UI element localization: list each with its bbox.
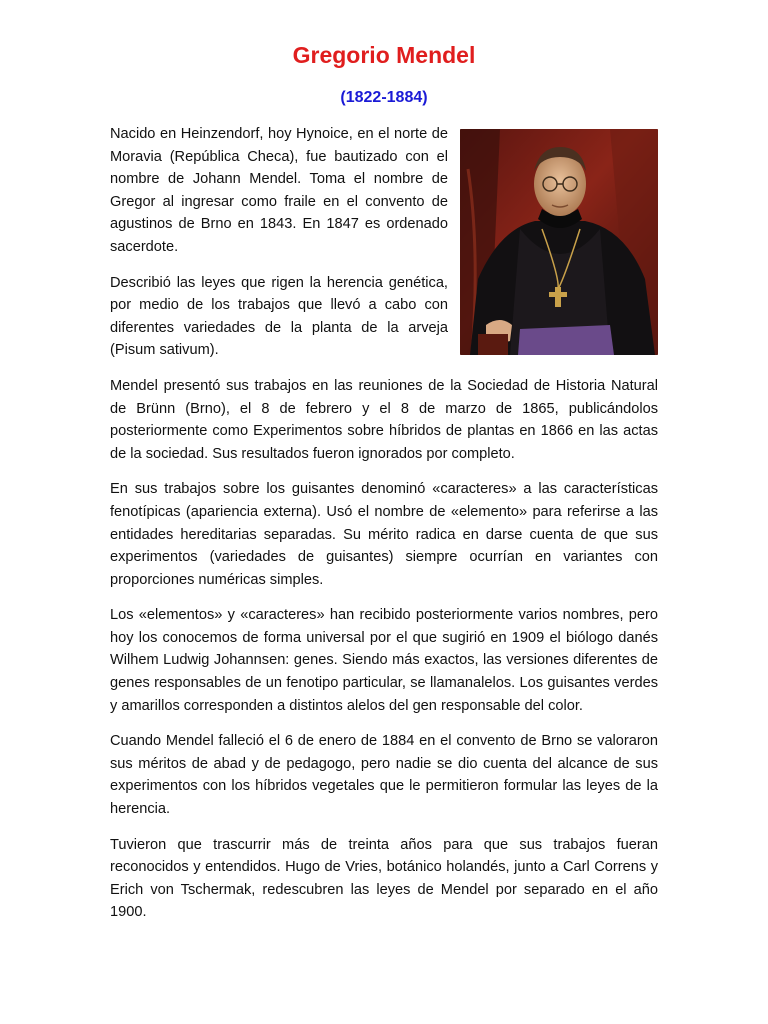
paragraph-6: Cuando Mendel falleció el 6 de enero de 1884 en el convento de Brno se valoraron sus méritos de abad y de pedagogo, pero nadie se dio cuenta del alcance de sus experimentos con los híbridos vegetales que le permitieron formular las leyes de la herencia. (110, 733, 658, 818)
page-title: Gregorio Mendel (292, 42, 476, 68)
portrait-image (460, 129, 658, 355)
paragraph-1: Nacido en Heinzendorf, hoy Hynoice, en el norte de Moravia (República Checa), fue bautizado con el nombre de Johann Mendel. Toma el nombre de Gregor al ingresar como fraile en el convento de agustinos de Brno en 1843. En 1847 es ordenado sacerdote. (110, 126, 448, 255)
paragraph-3: Mendel presentó sus trabajos en las reuniones de la Sociedad de Historia Natural de Brünn (Brno), el 8 de febrero y el 8 de marzo de 1865, publicándolos posteriormente como Experimentos sobre híbridos de plantas en 1866 en las actas de la sociedad. Sus resultados fueron ignorados por completo. (110, 377, 658, 462)
paragraph-7: Tuvieron que trascurrir más de treinta años para que sus trabajos fueran reconocidos y entendidos. Hugo de Vries, botánico holandés, junto a Carl Correns y Erich von Tschermak, redescubren las leyes de Mendel por separado en el año 1900. (110, 836, 658, 921)
paragraph-2: Describió las leyes que rigen la herencia genética, por medio de los trabajos que llevó a cabo con diferentes variedades de la planta de la arveja (Pisum sativum). (110, 274, 448, 359)
page-subtitle-dates: (1822-1884) (340, 89, 428, 106)
paragraph-5: Los «elementos» y «caracteres» han recibido posteriormente varios nombres, pero hoy los conocemos de forma universal por el que sugirió en 1909 el biólogo danés Wilhem Ludwig Johannsen: genes. Siendo más exactos, las versiones diferentes de genes responsables de un fenotipo particular, se llamanalelos. Los guisantes verdes y amarillos corresponden a distintos alelos del gen responsable del color. (110, 607, 658, 714)
body-text (110, 123, 658, 937)
paragraph-4: En sus trabajos sobre los guisantes denominó «caracteres» a las características fenotípicas (apariencia externa). Usó el nombre de «elemento» para referirse a las entidades hereditarias separadas. Su mérito radica en darse cuenta de que sus experimentos (variedades de guisantes) siempre ocurrían en variantes con proporciones numéricas simples. (110, 481, 658, 588)
